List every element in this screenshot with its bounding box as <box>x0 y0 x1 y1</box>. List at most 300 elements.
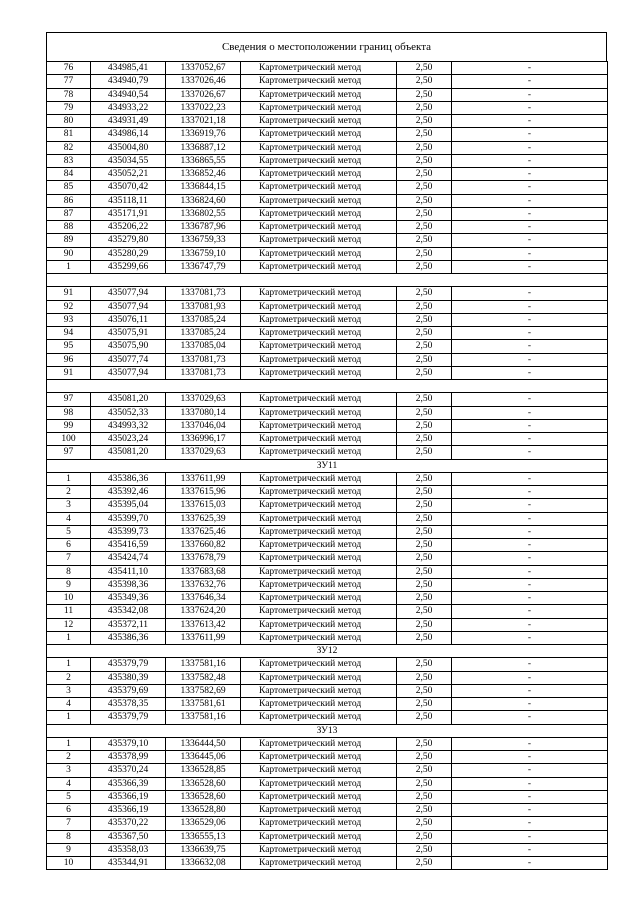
table-row <box>47 618 608 631</box>
note-cell: - <box>452 406 608 419</box>
accuracy-cell: 2,50 <box>397 446 452 459</box>
note-cell: - <box>452 790 608 803</box>
coord-x-cell: 435052,21 <box>91 168 166 181</box>
accuracy-cell: 2,50 <box>397 393 452 406</box>
accuracy-cell: 2,50 <box>397 128 452 141</box>
note-cell: - <box>452 75 608 88</box>
accuracy-cell: 2,50 <box>397 711 452 724</box>
method-cell: Картометрический метод <box>241 88 397 101</box>
coord-y-cell: 1337085,04 <box>166 340 241 353</box>
coord-y-cell: 1337611,99 <box>166 472 241 485</box>
coord-x-cell: 435077,94 <box>91 287 166 300</box>
note-cell: - <box>452 804 608 817</box>
note-cell: - <box>452 419 608 432</box>
coord-y-cell: 1337021,18 <box>166 115 241 128</box>
note-cell: - <box>452 327 608 340</box>
accuracy-cell: 2,50 <box>397 247 452 260</box>
table-row <box>47 221 608 234</box>
table-row <box>47 141 608 154</box>
coord-y-cell: 1336759,33 <box>166 234 241 247</box>
table-row <box>47 605 608 618</box>
point-number-cell: 97 <box>47 393 91 406</box>
coord-y-cell: 1337085,24 <box>166 327 241 340</box>
table-row <box>47 234 608 247</box>
accuracy-cell: 2,50 <box>397 221 452 234</box>
note-cell: - <box>452 446 608 459</box>
accuracy-cell: 2,50 <box>397 843 452 856</box>
coord-y-cell: 1337632,76 <box>166 578 241 591</box>
note-cell: - <box>452 565 608 578</box>
coord-x-cell: 435367,50 <box>91 830 166 843</box>
point-number-cell: 93 <box>47 313 91 326</box>
coord-x-cell: 435399,73 <box>91 525 166 538</box>
note-cell: - <box>452 393 608 406</box>
coord-x-cell: 435034,55 <box>91 154 166 167</box>
note-cell: - <box>452 247 608 260</box>
accuracy-cell: 2,50 <box>397 154 452 167</box>
coord-y-cell: 1336639,75 <box>166 843 241 856</box>
note-cell: - <box>452 62 608 75</box>
point-number-cell: 98 <box>47 406 91 419</box>
note-cell: - <box>452 260 608 273</box>
note-cell: - <box>452 128 608 141</box>
table-row <box>47 62 608 75</box>
coord-x-cell: 435379,10 <box>91 737 166 750</box>
document-title: Сведения о местоположении границ объекта <box>46 32 607 61</box>
table-row <box>47 340 608 353</box>
point-number-cell: 100 <box>47 433 91 446</box>
method-cell: Картометрический метод <box>241 565 397 578</box>
coord-y-cell: 1337624,20 <box>166 605 241 618</box>
table-row <box>47 181 608 194</box>
document-frame <box>46 32 607 870</box>
table-row <box>47 698 608 711</box>
coord-x-cell: 435416,59 <box>91 539 166 552</box>
table-row <box>47 247 608 260</box>
coord-x-cell: 435366,19 <box>91 804 166 817</box>
coord-y-cell: 1337678,79 <box>166 552 241 565</box>
coord-y-cell: 1337582,69 <box>166 684 241 697</box>
accuracy-cell: 2,50 <box>397 366 452 379</box>
accuracy-cell: 2,50 <box>397 234 452 247</box>
note-cell: - <box>452 592 608 605</box>
coord-x-cell: 435379,79 <box>91 711 166 724</box>
note-cell: - <box>452 221 608 234</box>
coord-y-cell: 1337615,03 <box>166 499 241 512</box>
coord-x-cell: 435077,94 <box>91 366 166 379</box>
point-number-cell: 94 <box>47 327 91 340</box>
coord-x-cell: 435118,11 <box>91 194 166 207</box>
accuracy-cell: 2,50 <box>397 552 452 565</box>
point-number-cell: 4 <box>47 512 91 525</box>
coord-x-cell: 435358,03 <box>91 843 166 856</box>
note-cell: - <box>452 843 608 856</box>
point-number-cell: 95 <box>47 340 91 353</box>
table-row <box>47 830 608 843</box>
accuracy-cell: 2,50 <box>397 605 452 618</box>
method-cell: Картометрический метод <box>241 154 397 167</box>
table-row <box>47 75 608 88</box>
coord-x-cell: 435366,39 <box>91 777 166 790</box>
table-row <box>47 300 608 313</box>
coord-y-cell: 1337615,96 <box>166 486 241 499</box>
note-cell: - <box>452 552 608 565</box>
accuracy-cell: 2,50 <box>397 353 452 366</box>
point-number-cell: 1 <box>47 737 91 750</box>
point-number-cell: 11 <box>47 605 91 618</box>
table-row <box>47 393 608 406</box>
method-cell: Картометрический метод <box>241 804 397 817</box>
accuracy-cell: 2,50 <box>397 313 452 326</box>
method-cell: Картометрический метод <box>241 512 397 525</box>
table-row <box>47 154 608 167</box>
coord-x-cell: 435395,04 <box>91 499 166 512</box>
accuracy-cell: 2,50 <box>397 62 452 75</box>
coord-y-cell: 1336528,60 <box>166 777 241 790</box>
coord-x-cell: 435075,91 <box>91 327 166 340</box>
note-cell: - <box>452 539 608 552</box>
coord-x-cell: 435379,69 <box>91 684 166 697</box>
accuracy-cell: 2,50 <box>397 101 452 114</box>
coordinates-table-body <box>47 62 608 870</box>
coord-y-cell: 1336802,55 <box>166 207 241 220</box>
accuracy-cell: 2,50 <box>397 419 452 432</box>
accuracy-cell: 2,50 <box>397 75 452 88</box>
coordinates-table <box>46 61 608 870</box>
coord-x-cell: 435379,79 <box>91 658 166 671</box>
coord-y-cell: 1337029,63 <box>166 446 241 459</box>
accuracy-cell: 2,50 <box>397 764 452 777</box>
section-row <box>47 274 608 287</box>
note-cell: - <box>452 698 608 711</box>
table-row <box>47 101 608 114</box>
method-cell: Картометрический метод <box>241 433 397 446</box>
method-cell: Картометрический метод <box>241 751 397 764</box>
coord-x-cell: 435081,20 <box>91 446 166 459</box>
coord-y-cell: 1336445,06 <box>166 751 241 764</box>
coord-y-cell: 1337625,39 <box>166 512 241 525</box>
table-row <box>47 565 608 578</box>
point-number-cell: 8 <box>47 565 91 578</box>
section-label: ЗУ11 <box>47 459 608 472</box>
method-cell: Картометрический метод <box>241 141 397 154</box>
point-number-cell: 10 <box>47 592 91 605</box>
note-cell: - <box>452 525 608 538</box>
point-number-cell: 80 <box>47 115 91 128</box>
section-label: ЗУ12 <box>47 645 608 658</box>
coord-y-cell: 1336852,46 <box>166 168 241 181</box>
table-row <box>47 525 608 538</box>
coord-y-cell: 1336555,13 <box>166 830 241 843</box>
point-number-cell: 5 <box>47 790 91 803</box>
method-cell: Картометрический метод <box>241 777 397 790</box>
note-cell: - <box>452 777 608 790</box>
point-number-cell: 9 <box>47 578 91 591</box>
coord-x-cell: 435023,24 <box>91 433 166 446</box>
point-number-cell: 8 <box>47 830 91 843</box>
coord-x-cell: 434993,32 <box>91 419 166 432</box>
method-cell: Картометрический метод <box>241 764 397 777</box>
method-cell: Картометрический метод <box>241 313 397 326</box>
note-cell: - <box>452 313 608 326</box>
point-number-cell: 3 <box>47 499 91 512</box>
method-cell: Картометрический метод <box>241 830 397 843</box>
accuracy-cell: 2,50 <box>397 565 452 578</box>
accuracy-cell: 2,50 <box>397 790 452 803</box>
accuracy-cell: 2,50 <box>397 340 452 353</box>
coord-y-cell: 1336747,79 <box>166 260 241 273</box>
accuracy-cell: 2,50 <box>397 684 452 697</box>
accuracy-cell: 2,50 <box>397 88 452 101</box>
accuracy-cell: 2,50 <box>397 777 452 790</box>
table-row <box>47 419 608 432</box>
table-row <box>47 260 608 273</box>
accuracy-cell: 2,50 <box>397 671 452 684</box>
point-number-cell: 1 <box>47 711 91 724</box>
coord-x-cell: 435279,80 <box>91 234 166 247</box>
method-cell: Картометрический метод <box>241 300 397 313</box>
note-cell: - <box>452 857 608 870</box>
point-number-cell: 10 <box>47 857 91 870</box>
coord-y-cell: 1336996,17 <box>166 433 241 446</box>
table-row <box>47 790 608 803</box>
coord-y-cell: 1337080,14 <box>166 406 241 419</box>
method-cell: Картометрический метод <box>241 75 397 88</box>
note-cell: - <box>452 578 608 591</box>
coord-y-cell: 1337046,04 <box>166 419 241 432</box>
method-cell: Картометрический метод <box>241 128 397 141</box>
table-row <box>47 777 608 790</box>
coord-y-cell: 1337582,48 <box>166 671 241 684</box>
point-number-cell: 76 <box>47 62 91 75</box>
coord-x-cell: 435380,39 <box>91 671 166 684</box>
point-number-cell: 82 <box>47 141 91 154</box>
method-cell: Картометрический метод <box>241 539 397 552</box>
method-cell: Картометрический метод <box>241 578 397 591</box>
coord-y-cell: 1336759,10 <box>166 247 241 260</box>
coord-y-cell: 1336865,55 <box>166 154 241 167</box>
note-cell: - <box>452 287 608 300</box>
point-number-cell: 6 <box>47 539 91 552</box>
coord-x-cell: 435424,74 <box>91 552 166 565</box>
accuracy-cell: 2,50 <box>397 737 452 750</box>
point-number-cell: 90 <box>47 247 91 260</box>
coord-x-cell: 435052,33 <box>91 406 166 419</box>
method-cell: Картометрический метод <box>241 790 397 803</box>
note-cell: - <box>452 300 608 313</box>
coord-y-cell: 1337683,68 <box>166 565 241 578</box>
table-row <box>47 115 608 128</box>
coord-y-cell: 1336787,96 <box>166 221 241 234</box>
accuracy-cell: 2,50 <box>397 512 452 525</box>
table-row <box>47 486 608 499</box>
coord-x-cell: 435171,91 <box>91 207 166 220</box>
coord-x-cell: 435372,11 <box>91 618 166 631</box>
note-cell: - <box>452 88 608 101</box>
coord-y-cell: 1337581,61 <box>166 698 241 711</box>
point-number-cell: 3 <box>47 764 91 777</box>
coord-y-cell: 1337625,46 <box>166 525 241 538</box>
note-cell: - <box>452 605 608 618</box>
coord-y-cell: 1336528,80 <box>166 804 241 817</box>
method-cell: Картометрический метод <box>241 658 397 671</box>
point-number-cell: 5 <box>47 525 91 538</box>
table-row <box>47 578 608 591</box>
note-cell: - <box>452 234 608 247</box>
point-number-cell: 1 <box>47 472 91 485</box>
point-number-cell: 89 <box>47 234 91 247</box>
table-row <box>47 751 608 764</box>
method-cell: Картометрический метод <box>241 340 397 353</box>
coord-y-cell: 1337581,16 <box>166 658 241 671</box>
coord-x-cell: 435075,90 <box>91 340 166 353</box>
method-cell: Картометрический метод <box>241 260 397 273</box>
method-cell: Картометрический метод <box>241 552 397 565</box>
accuracy-cell: 2,50 <box>397 578 452 591</box>
point-number-cell: 2 <box>47 486 91 499</box>
table-row <box>47 684 608 697</box>
note-cell: - <box>452 340 608 353</box>
point-number-cell: 88 <box>47 221 91 234</box>
point-number-cell: 87 <box>47 207 91 220</box>
method-cell: Картометрический метод <box>241 499 397 512</box>
method-cell: Картометрический метод <box>241 631 397 644</box>
accuracy-cell: 2,50 <box>397 287 452 300</box>
table-row <box>47 194 608 207</box>
accuracy-cell: 2,50 <box>397 260 452 273</box>
table-row <box>47 804 608 817</box>
section-row <box>47 380 608 393</box>
note-cell: - <box>452 817 608 830</box>
point-number-cell: 86 <box>47 194 91 207</box>
note-cell: - <box>452 115 608 128</box>
table-row <box>47 499 608 512</box>
coord-x-cell: 435411,10 <box>91 565 166 578</box>
table-row <box>47 671 608 684</box>
note-cell: - <box>452 194 608 207</box>
point-number-cell: 1 <box>47 631 91 644</box>
point-number-cell: 12 <box>47 618 91 631</box>
note-cell: - <box>452 499 608 512</box>
coord-y-cell: 1337026,67 <box>166 88 241 101</box>
point-number-cell: 4 <box>47 777 91 790</box>
method-cell: Картометрический метод <box>241 101 397 114</box>
coord-y-cell: 1336824,60 <box>166 194 241 207</box>
method-cell: Картометрический метод <box>241 366 397 379</box>
note-cell: - <box>452 141 608 154</box>
coord-y-cell: 1337081,93 <box>166 300 241 313</box>
method-cell: Картометрический метод <box>241 327 397 340</box>
point-number-cell: 4 <box>47 698 91 711</box>
table-row <box>47 207 608 220</box>
coord-y-cell: 1336528,60 <box>166 790 241 803</box>
method-cell: Картометрический метод <box>241 472 397 485</box>
method-cell: Картометрический метод <box>241 287 397 300</box>
coord-y-cell: 1337026,46 <box>166 75 241 88</box>
method-cell: Картометрический метод <box>241 684 397 697</box>
note-cell: - <box>452 101 608 114</box>
coord-x-cell: 435370,22 <box>91 817 166 830</box>
coord-y-cell: 1337613,42 <box>166 618 241 631</box>
point-number-cell: 81 <box>47 128 91 141</box>
method-cell: Картометрический метод <box>241 698 397 711</box>
table-row <box>47 472 608 485</box>
method-cell: Картометрический метод <box>241 817 397 830</box>
method-cell: Картометрический метод <box>241 115 397 128</box>
accuracy-cell: 2,50 <box>397 168 452 181</box>
method-cell: Картометрический метод <box>241 181 397 194</box>
coord-x-cell: 435342,08 <box>91 605 166 618</box>
coord-y-cell: 1337022,23 <box>166 101 241 114</box>
note-cell: - <box>452 751 608 764</box>
coord-x-cell: 435070,42 <box>91 181 166 194</box>
coord-x-cell: 435399,70 <box>91 512 166 525</box>
point-number-cell: 2 <box>47 751 91 764</box>
point-number-cell: 79 <box>47 101 91 114</box>
point-number-cell: 85 <box>47 181 91 194</box>
coord-x-cell: 435392,46 <box>91 486 166 499</box>
coord-y-cell: 1337081,73 <box>166 287 241 300</box>
accuracy-cell: 2,50 <box>397 472 452 485</box>
table-row <box>47 857 608 870</box>
method-cell: Картометрический метод <box>241 234 397 247</box>
coord-x-cell: 435206,22 <box>91 221 166 234</box>
note-cell: - <box>452 433 608 446</box>
note-cell: - <box>452 353 608 366</box>
method-cell: Картометрический метод <box>241 406 397 419</box>
point-number-cell: 84 <box>47 168 91 181</box>
coord-x-cell: 435081,20 <box>91 393 166 406</box>
section-row <box>47 645 608 658</box>
point-number-cell: 97 <box>47 446 91 459</box>
accuracy-cell: 2,50 <box>397 698 452 711</box>
table-row <box>47 353 608 366</box>
table-row <box>47 128 608 141</box>
coord-x-cell: 434985,41 <box>91 62 166 75</box>
table-row <box>47 592 608 605</box>
method-cell: Картометрический метод <box>241 247 397 260</box>
accuracy-cell: 2,50 <box>397 181 452 194</box>
method-cell: Картометрический метод <box>241 221 397 234</box>
coord-y-cell: 1336844,15 <box>166 181 241 194</box>
point-number-cell: 92 <box>47 300 91 313</box>
note-cell: - <box>452 671 608 684</box>
coord-y-cell: 1336529,06 <box>166 817 241 830</box>
coord-y-cell: 1336528,85 <box>166 764 241 777</box>
coord-y-cell: 1337052,67 <box>166 62 241 75</box>
note-cell: - <box>452 830 608 843</box>
point-number-cell: 91 <box>47 366 91 379</box>
table-row <box>47 552 608 565</box>
coord-x-cell: 434986,14 <box>91 128 166 141</box>
accuracy-cell: 2,50 <box>397 499 452 512</box>
note-cell: - <box>452 168 608 181</box>
table-row <box>47 631 608 644</box>
method-cell: Картометрический метод <box>241 737 397 750</box>
accuracy-cell: 2,50 <box>397 857 452 870</box>
accuracy-cell: 2,50 <box>397 433 452 446</box>
table-row <box>47 433 608 446</box>
table-row <box>47 327 608 340</box>
coord-x-cell: 435076,11 <box>91 313 166 326</box>
point-number-cell: 77 <box>47 75 91 88</box>
coord-y-cell: 1337660,82 <box>166 539 241 552</box>
coord-y-cell: 1337611,99 <box>166 631 241 644</box>
point-number-cell: 99 <box>47 419 91 432</box>
table-row <box>47 406 608 419</box>
method-cell: Картометрический метод <box>241 525 397 538</box>
coord-y-cell: 1337081,73 <box>166 353 241 366</box>
